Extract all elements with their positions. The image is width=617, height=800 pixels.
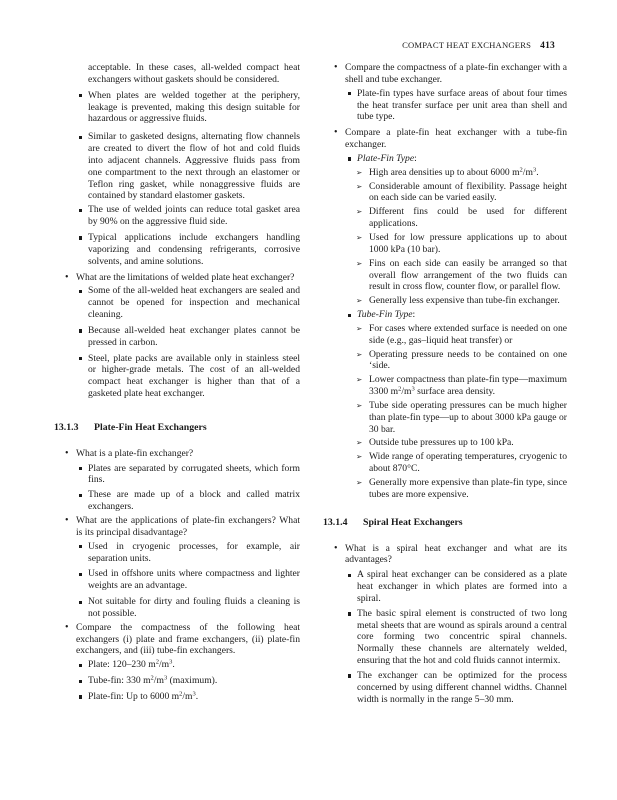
list-item: Tube-fin: 330 $m^2/m^3$ (maximum). xyxy=(54,675,300,687)
list-item: ➢ Lower compactness than plate-fin type—maximum 3300 $m^2/m^3$ surface area density. xyxy=(323,374,567,398)
list-item: ➢ Generally less expensive than tube-fin exchanger. xyxy=(323,295,567,307)
list-item: ➢ Generally more expensive than plate-fin type, since tubes are more expensive. xyxy=(323,477,567,501)
list-item: Not suitable for dirty and fouling fluids a cleaning is not possible. xyxy=(54,596,300,620)
list-item: Some of the all-welded heat exchangers are sealed and cannot be opened for inspection and mechanical cleaning. xyxy=(54,285,300,321)
list-item: A spiral heat exchanger can be considered as a plate heat exchanger in which plates are formed into a spiral. xyxy=(323,569,567,605)
section-number: 13.1.4 xyxy=(323,516,348,528)
list-item: These are made up of a block and called matrix exchangers. xyxy=(54,489,300,513)
section-heading-plate-fin xyxy=(54,422,300,434)
question-compare-shell-tube: • Compare the compactness of a plate-fin exchanger with a shell and tube exchanger. xyxy=(323,62,567,86)
page-number: 413 xyxy=(540,41,555,51)
list-item: Used in offshore units where compactness and lighter weights are an advantage. xyxy=(54,568,300,592)
list-item: Steel, plate packs are available only in stainless steel or higher-grade metals. The cost of an all-welded compact heat exchanger is higher than that of a gasketed plate heat exchanger. xyxy=(54,353,300,400)
question-compare-tube-fin: • Compare a plate-fin heat exchanger with a tube-fin exchanger. xyxy=(323,127,567,151)
list-item: When plates are welded together at the periphery, leakage is prevented, making this design suitable for hazardous or aggressive fluids. xyxy=(54,90,300,126)
question-limitations: • What are the limitations of welded plate heat exchanger? xyxy=(54,272,300,284)
list-item: ➢ Different fins could be used for different applications. xyxy=(323,206,567,230)
list-item: Plate-fin: Up to 6000 $m^2/m^3$. xyxy=(54,691,300,703)
list-item: Because all-welded heat exchanger plates cannot be pressed in carbon. xyxy=(54,325,300,349)
question-spiral: • What is a spiral heat exchanger and what are its advantages? xyxy=(323,543,567,567)
spiral-list xyxy=(323,569,567,705)
list-item: ➢ Wide range of operating temperatures, cryogenic to about 870°C. xyxy=(323,451,567,475)
list-item: Typical applications include exchangers handling vaporizing and condensing refrigerants, corrosive solvents, and amine solutions. xyxy=(54,232,300,268)
tube-fin-type-label: Tube-Fin Type: xyxy=(323,309,567,321)
list-item: ➢ For cases where extended surface is needed on one side (e.g., gas–liquid heat transfer) or xyxy=(323,323,567,347)
running-title: COMPACT HEAT EXCHANGERS xyxy=(402,40,532,50)
section-title: Spiral Heat Exchangers xyxy=(363,516,463,528)
list-item: Plate-fin types have surface areas of about four times the heat transfer surface per unit area than shell and tube type. xyxy=(323,88,567,124)
list-item: Used in cryogenic processes, for example, air separation units. xyxy=(54,541,300,565)
applications-list xyxy=(54,541,300,620)
list-item: ➢ High area densities up to about 6000 $m^2/m^3$. xyxy=(323,167,567,179)
compactness-list xyxy=(54,659,300,703)
right-column xyxy=(323,62,567,706)
continuation-text: acceptable. In these cases, all-welded compact heat exchangers without gaskets should be considered. xyxy=(88,62,300,85)
question-compare-compactness: • Compare the compactness of the following heat exchangers (i) plate and frame exchangers, (ii) plate-fin exchangers, and (iii) tube-fin exchangers. xyxy=(54,622,300,658)
tube-fin-type-list xyxy=(323,323,567,501)
plate-fin-type-label: Plate-Fin Type: xyxy=(323,153,567,165)
list-item: ➢ Considerable amount of flexibility. Passage height on each side can be varied easily. xyxy=(323,181,567,205)
section-number: 13.1.3 xyxy=(54,421,79,433)
section-heading-spiral xyxy=(323,517,567,529)
list-item: ➢ Fins on each side can easily be arranged so that overall flow arrangement of the two fluids can result in cross flow, counter flow, or parallel flow. xyxy=(323,258,567,294)
list-item: Plates are separated by corrugated sheets, which form fins. xyxy=(54,463,300,487)
list-item: The exchanger can be optimized for the process concerned by using different channel widths. Channel width is normally in the range 5–30 mm. xyxy=(323,670,567,706)
list-item: ➢ Used for low pressure applications up to about 1000 kPa (10 bar). xyxy=(323,232,567,256)
running-header xyxy=(402,40,555,51)
left-column xyxy=(54,62,300,703)
list-item: Similar to gasketed designs, alternating flow channels are created to divert the flow of hot and cold fluids into adjacent channels. Aggressive fluids pass from one compartment to the next through an elastomer or Teflon ring gasket, while nonaggressive fluids are contained by standard elastomer gaskets. xyxy=(54,131,300,202)
continuation-bullet-list xyxy=(54,90,300,268)
list-item: ➢ Outside tube pressures up to 100 kPa. xyxy=(323,437,567,449)
list-item: ➢ Operating pressure needs to be contained on one ‘side. xyxy=(323,349,567,373)
section-title: Plate-Fin Heat Exchangers xyxy=(94,421,207,433)
question-what-is-plate-fin: • What is a plate-fin exchanger? xyxy=(54,448,300,460)
plate-fin-type-list xyxy=(323,167,567,307)
list-item: Plate: 120–230 $m^2/m^3$. xyxy=(54,659,300,671)
list-item: The use of welded joints can reduce total gasket area by 90% on the aggressive fluid side. xyxy=(54,204,300,228)
what-list xyxy=(54,463,300,513)
question-applications: • What are the applications of plate-fin exchangers? What is its principal disadvantage? xyxy=(54,515,300,539)
limitations-list xyxy=(54,285,300,400)
list-item: ➢ Tube side operating pressures can be much higher than plate-fin type—up to about 3000 kPa gauge or 30 bar. xyxy=(323,400,567,436)
list-item: The basic spiral element is constructed of two long metal sheets that are wound as spirals around a central core forming two concentric spiral channels. Normally these channels are alternately welded, ensuring that the hot and cold fluids cannot intermix. xyxy=(323,608,567,667)
